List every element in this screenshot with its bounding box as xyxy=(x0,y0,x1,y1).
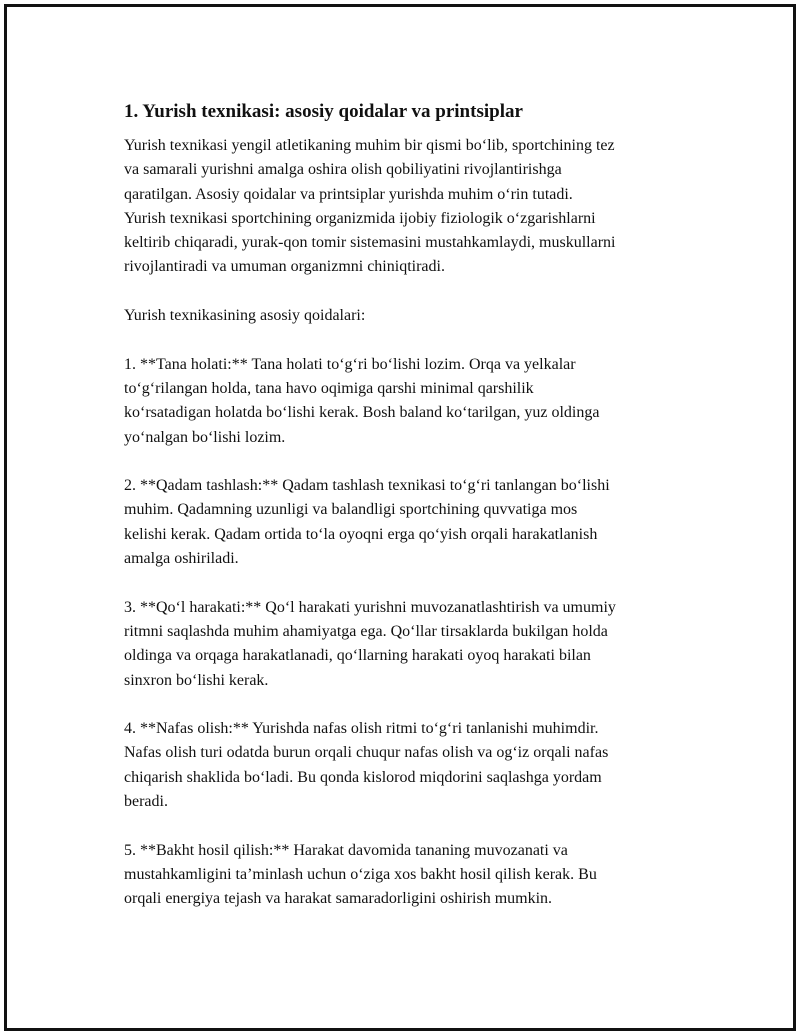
text-line: ko‘rsatadigan holatda bo‘lishi kerak. Bosh baland ko‘tarilgan, yuz oldinga xyxy=(124,404,600,422)
text-line: muhim. Qadamning uzunligi va balandligi sportchining quvvatiga mos xyxy=(124,501,578,519)
document-content xyxy=(121,99,701,936)
paragraph-rule-4 xyxy=(121,717,701,814)
paragraph-intro xyxy=(121,134,701,280)
text-line: to‘g‘rilangan holda, tana havo oqimiga qarshi minimal qarshilik xyxy=(124,379,534,397)
paragraph-rule-3 xyxy=(121,596,701,693)
text-line: va samarali yurishni amalga oshira olish qobiliyatini rivojlantirishga xyxy=(124,161,562,179)
paragraph-rules-heading xyxy=(121,304,701,328)
text-line: 3. **Qo‘l harakati:** Qo‘l harakati yurishni muvozanatlashtirish va umumiy xyxy=(124,598,616,616)
text-line: ritmni saqlashda muhim ahamiyatga ega. Qo‘llar tirsaklarda bukilgan holda xyxy=(124,622,608,640)
text-line: 1. **Tana holati:** Tana holati to‘g‘ri bo‘lishi lozim. Orqa va yelkalar xyxy=(124,355,576,373)
page-frame xyxy=(4,4,796,1031)
text-line: sinxron bo‘lishi kerak. xyxy=(124,671,269,689)
text-line: Yurish texnikasi sportchining organizmida ijobiy fiziologik o‘zgarishlarni xyxy=(124,209,596,227)
paragraph-rule-2 xyxy=(121,474,701,571)
text-line: amalga oshiriladi. xyxy=(124,550,239,568)
text-line: mustahkamligini ta’minlash uchun o‘ziga xos bakht hosil qilish kerak. Bu xyxy=(124,865,597,883)
text-line: Yurish texnikasi yengil atletikaning muhim bir qismi bo‘lib, sportchining tez xyxy=(124,137,615,154)
text-line: Nafas olish turi odatda burun orqali chuqur nafas olish va og‘iz orqali nafas xyxy=(124,744,609,762)
text-line: rivojlantiradi va umuman organizmni chiniqtiradi. xyxy=(124,258,445,276)
text-line: Yurish texnikasining asosiy qoidalari: xyxy=(124,307,366,325)
page-title: 1. Yurish texnikasi: asosiy qoidalar va printsiplar xyxy=(124,101,523,122)
text-line: qaratilgan. Asosiy qoidalar va printsiplar yurishda muhim o‘rin tutadi. xyxy=(124,185,573,203)
text-line: 2. **Qadam tashlash:** Qadam tashlash texnikasi to‘g‘ri tanlangan bo‘lishi xyxy=(124,477,610,495)
text-line: 4. **Nafas olish:** Yurishda nafas olish ritmi to‘g‘ri tanlanishi muhimdir. xyxy=(124,720,599,738)
text-line: beradi. xyxy=(124,793,168,811)
text-line: keltirib chiqaradi, yurak-qon tomir sistemasini mustahkamlaydi, muskullarni xyxy=(124,234,616,252)
text-line: kelishi kerak. Qadam ortida to‘la oyoqni erga qo‘yish orqali harakatlanish xyxy=(124,525,598,543)
paragraph-rule-1 xyxy=(121,353,701,450)
text-line: 5. **Bakht hosil qilish:** Harakat davomida tananing muvozanati va xyxy=(124,841,568,859)
text-line: oldinga va orqaga harakatlanadi, qo‘llarning harakati oyoq harakati bilan xyxy=(124,647,591,665)
text-line: chiqarish shaklida bo‘ladi. Bu qonda kislorod miqdorini saqlashga yordam xyxy=(124,768,602,786)
text-line: yo‘nalgan bo‘lishi lozim. xyxy=(124,428,286,446)
paragraph-rule-5 xyxy=(121,839,701,912)
text-line: orqali energiya tejash va harakat samaradorligini oshirish mumkin. xyxy=(124,890,553,908)
